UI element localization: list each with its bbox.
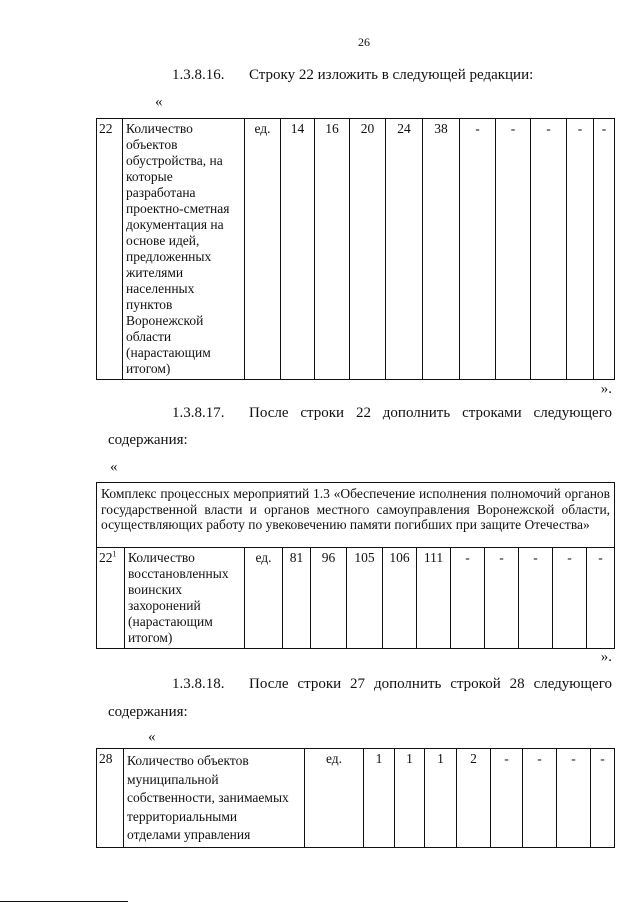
unit-cell: ед. (305, 749, 364, 848)
row-number: 22 (99, 550, 113, 565)
value-cell: - (519, 548, 553, 649)
value-cell: - (594, 119, 615, 380)
value-cell: 81 (283, 548, 311, 649)
value-cell: 1 (425, 749, 457, 848)
value-cell: 2 (457, 749, 491, 848)
table-new-rows (96, 482, 615, 649)
unit-cell: ед. (245, 548, 283, 649)
clause-label: 1.3.8.17. (172, 405, 225, 421)
indicator-name-text: Количество объектов муниципальной собственности, занимаемых территориальными отделами управления (127, 753, 289, 842)
indicator-name-text: Количество объектов обустройства, на которые разработана проектно-сметная документация на основе идей, предложенных жителями населенных пунктов Воронежской области (нарастающим итогом) (126, 121, 230, 376)
value-cell: 14 (281, 119, 315, 380)
value-cell: - (523, 749, 557, 848)
section-header-cell: Комплекс процессных мероприятий 1.3 «Обеспечение исполнения полномочий органов государственной власти и органов местного самоуправления Воронежской области, осуществляющих работу по увековечению памяти погибших при защите Отечества» (97, 483, 615, 548)
clause-text: После строки 22 дополнить строками следующего (249, 405, 612, 421)
value-cell: 20 (350, 119, 386, 380)
clause-continuation: содержания: (108, 432, 188, 448)
value-cell: 24 (386, 119, 423, 380)
value-cell: 105 (347, 548, 383, 649)
value-cell: - (587, 548, 615, 649)
footnote-separator (0, 901, 128, 902)
value-cell: - (553, 548, 587, 649)
value-cell: - (496, 119, 531, 380)
value-cell: 111 (417, 548, 451, 649)
row-number-superscript: 1 (112, 549, 117, 559)
value-cell: 96 (311, 548, 347, 649)
open-quote: « (110, 459, 118, 475)
close-quote: ». (600, 381, 612, 397)
value-cell: - (451, 548, 485, 649)
row-number-cell: 22 (97, 119, 123, 380)
row-number-cell: 28 (97, 749, 124, 848)
value-cell: - (491, 749, 523, 848)
indicator-name-cell (125, 548, 245, 649)
page-number: 26 (358, 35, 370, 49)
clause-label: 1.3.8.18. (172, 676, 225, 692)
clause-1-3-8-18 (172, 675, 612, 693)
clause-1-3-8-17 (172, 404, 612, 422)
table-row (97, 749, 615, 848)
row-number-cell (97, 548, 125, 649)
open-quote: « (148, 729, 156, 745)
indicator-name-cell (124, 749, 305, 848)
table-row (97, 119, 615, 380)
value-cell: 16 (315, 119, 350, 380)
value-cell: - (557, 749, 591, 848)
clause-continuation: содержания: (108, 704, 188, 720)
open-quote: « (155, 94, 163, 110)
value-cell: - (485, 548, 519, 649)
clause-text: После строки 27 дополнить строкой 28 следующего (249, 676, 612, 692)
value-cell: 106 (383, 548, 417, 649)
table-row-28 (96, 748, 615, 848)
indicator-name-text: Количество восстановленных воинских захоронений (нарастающим итогом) (128, 550, 229, 645)
value-cell: 1 (364, 749, 395, 848)
close-quote: ». (600, 649, 612, 665)
value-cell: - (567, 119, 594, 380)
value-cell: 1 (395, 749, 425, 848)
value-cell: - (531, 119, 567, 380)
unit-cell: ед. (245, 119, 281, 380)
value-cell: 38 (423, 119, 460, 380)
clause-label: 1.3.8.16. (172, 67, 225, 83)
clause-text: Строку 22 изложить в следующей редакции: (249, 67, 534, 83)
table-row-22-revision (96, 118, 615, 380)
value-cell: - (591, 749, 615, 848)
value-cell: - (460, 119, 496, 380)
clause-1-3-8-16 (172, 66, 612, 84)
table-row (97, 548, 615, 649)
indicator-name-cell (123, 119, 245, 380)
table-section-header-row (97, 483, 615, 548)
